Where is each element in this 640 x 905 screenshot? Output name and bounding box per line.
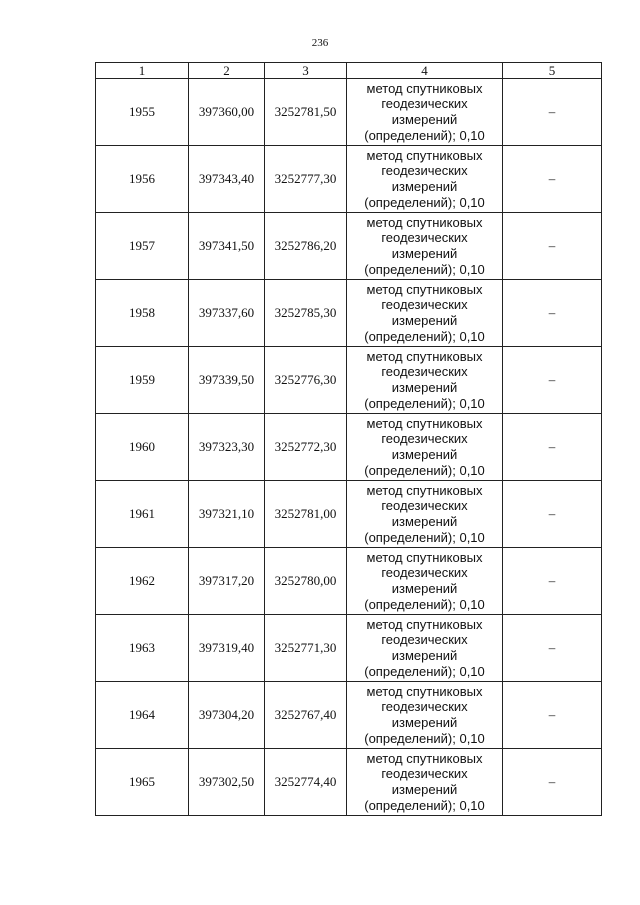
table-row: [96, 347, 602, 414]
method-line: метод спутниковых: [366, 147, 483, 163]
y-coordinate-cell: 3252780,00: [265, 548, 347, 615]
method-line: измерений: [391, 313, 458, 328]
point-number-cell: 1960: [96, 414, 189, 481]
method-line: метод спутниковых: [366, 683, 483, 699]
header-col-1: 1: [96, 63, 189, 79]
y-coordinate-cell: 3252781,00: [265, 481, 347, 548]
note-cell: –: [503, 481, 602, 548]
point-number-cell: 1956: [96, 146, 189, 213]
note-cell: –: [503, 615, 602, 682]
y-coordinate-cell: 3252774,40: [265, 749, 347, 816]
method-line: геодезических: [381, 498, 468, 514]
note-cell: –: [503, 79, 602, 146]
method-line: метод спутниковых: [366, 549, 483, 565]
method-line: измерений: [391, 782, 458, 797]
x-coordinate-cell: 397304,20: [189, 682, 265, 749]
y-coordinate-cell: 3252772,30: [265, 414, 347, 481]
method-line: (определений); 0,10: [364, 462, 485, 478]
method-cell: [347, 146, 503, 213]
method-line: геодезических: [381, 699, 468, 715]
table-row: [96, 414, 602, 481]
method-line: геодезических: [381, 431, 468, 447]
method-cell: [347, 682, 503, 749]
header-col-2: 2: [189, 63, 265, 79]
y-coordinate-cell: 3252767,40: [265, 682, 347, 749]
table-row: [96, 280, 602, 347]
method-cell: [347, 615, 503, 682]
method-line: геодезических: [381, 632, 468, 648]
method-line: метод спутниковых: [366, 616, 483, 632]
header-col-5: 5: [503, 63, 602, 79]
point-number-cell: 1964: [96, 682, 189, 749]
point-number-cell: 1963: [96, 615, 189, 682]
y-coordinate-cell: 3252781,50: [265, 79, 347, 146]
x-coordinate-cell: 397302,50: [189, 749, 265, 816]
x-coordinate-cell: 397323,30: [189, 414, 265, 481]
method-cell: [347, 414, 503, 481]
method-line: метод спутниковых: [366, 348, 483, 364]
method-line: (определений); 0,10: [364, 261, 485, 277]
method-line: измерений: [391, 246, 458, 261]
method-line: геодезических: [381, 766, 468, 782]
point-number-cell: 1958: [96, 280, 189, 347]
y-coordinate-cell: 3252785,30: [265, 280, 347, 347]
y-coordinate-cell: 3252776,30: [265, 347, 347, 414]
method-line: (определений); 0,10: [364, 596, 485, 612]
method-line: метод спутниковых: [366, 750, 483, 766]
header-col-3: 3: [265, 63, 347, 79]
method-line: метод спутниковых: [366, 80, 483, 96]
method-cell: [347, 548, 503, 615]
x-coordinate-cell: 397317,20: [189, 548, 265, 615]
method-line: измерений: [391, 715, 458, 730]
method-cell: [347, 481, 503, 548]
method-cell: [347, 347, 503, 414]
method-line: (определений); 0,10: [364, 663, 485, 679]
method-line: (определений); 0,10: [364, 529, 485, 545]
method-line: геодезических: [381, 364, 468, 380]
method-line: геодезических: [381, 297, 468, 313]
table-row: [96, 615, 602, 682]
method-line: измерений: [391, 514, 458, 529]
note-cell: –: [503, 548, 602, 615]
point-number-cell: 1961: [96, 481, 189, 548]
method-line: измерений: [391, 648, 458, 663]
method-cell: [347, 749, 503, 816]
method-line: измерений: [391, 581, 458, 596]
table-body: [96, 79, 602, 816]
method-line: геодезических: [381, 163, 468, 179]
note-cell: –: [503, 347, 602, 414]
table-row: [96, 213, 602, 280]
x-coordinate-cell: 397360,00: [189, 79, 265, 146]
x-coordinate-cell: 397343,40: [189, 146, 265, 213]
x-coordinate-cell: 397339,50: [189, 347, 265, 414]
point-number-cell: 1957: [96, 213, 189, 280]
page-number: 236: [311, 37, 329, 49]
method-line: геодезических: [381, 230, 468, 246]
method-line: геодезических: [381, 565, 468, 581]
method-line: (определений); 0,10: [364, 395, 485, 411]
header-row: [96, 63, 602, 79]
method-line: (определений); 0,10: [364, 730, 485, 746]
y-coordinate-cell: 3252771,30: [265, 615, 347, 682]
y-coordinate-cell: 3252786,20: [265, 213, 347, 280]
method-cell: [347, 79, 503, 146]
note-cell: –: [503, 146, 602, 213]
table-row: [96, 481, 602, 548]
method-line: (определений); 0,10: [364, 127, 485, 143]
method-line: метод спутниковых: [366, 482, 483, 498]
method-line: (определений); 0,10: [364, 194, 485, 210]
method-line: метод спутниковых: [366, 281, 483, 297]
method-line: метод спутниковых: [366, 214, 483, 230]
table-row: [96, 79, 602, 146]
point-number-cell: 1962: [96, 548, 189, 615]
point-number-cell: 1959: [96, 347, 189, 414]
table-row: [96, 548, 602, 615]
point-number-cell: 1955: [96, 79, 189, 146]
note-cell: –: [503, 213, 602, 280]
method-line: (определений); 0,10: [364, 797, 485, 813]
table-header: [96, 63, 602, 79]
note-cell: –: [503, 682, 602, 749]
method-cell: [347, 213, 503, 280]
note-cell: –: [503, 280, 602, 347]
method-line: измерений: [391, 112, 458, 127]
note-cell: –: [503, 749, 602, 816]
table-row: [96, 682, 602, 749]
header-col-4: 4: [347, 63, 503, 79]
table-row: [96, 749, 602, 816]
method-line: измерений: [391, 447, 458, 462]
x-coordinate-cell: 397321,10: [189, 481, 265, 548]
x-coordinate-cell: 397337,60: [189, 280, 265, 347]
y-coordinate-cell: 3252777,30: [265, 146, 347, 213]
coordinates-table: [95, 62, 602, 816]
table-row: [96, 146, 602, 213]
method-line: метод спутниковых: [366, 415, 483, 431]
method-line: (определений); 0,10: [364, 328, 485, 344]
method-line: измерений: [391, 380, 458, 395]
method-line: измерений: [391, 179, 458, 194]
method-cell: [347, 280, 503, 347]
method-line: геодезических: [381, 96, 468, 112]
x-coordinate-cell: 397319,40: [189, 615, 265, 682]
x-coordinate-cell: 397341,50: [189, 213, 265, 280]
note-cell: –: [503, 414, 602, 481]
point-number-cell: 1965: [96, 749, 189, 816]
